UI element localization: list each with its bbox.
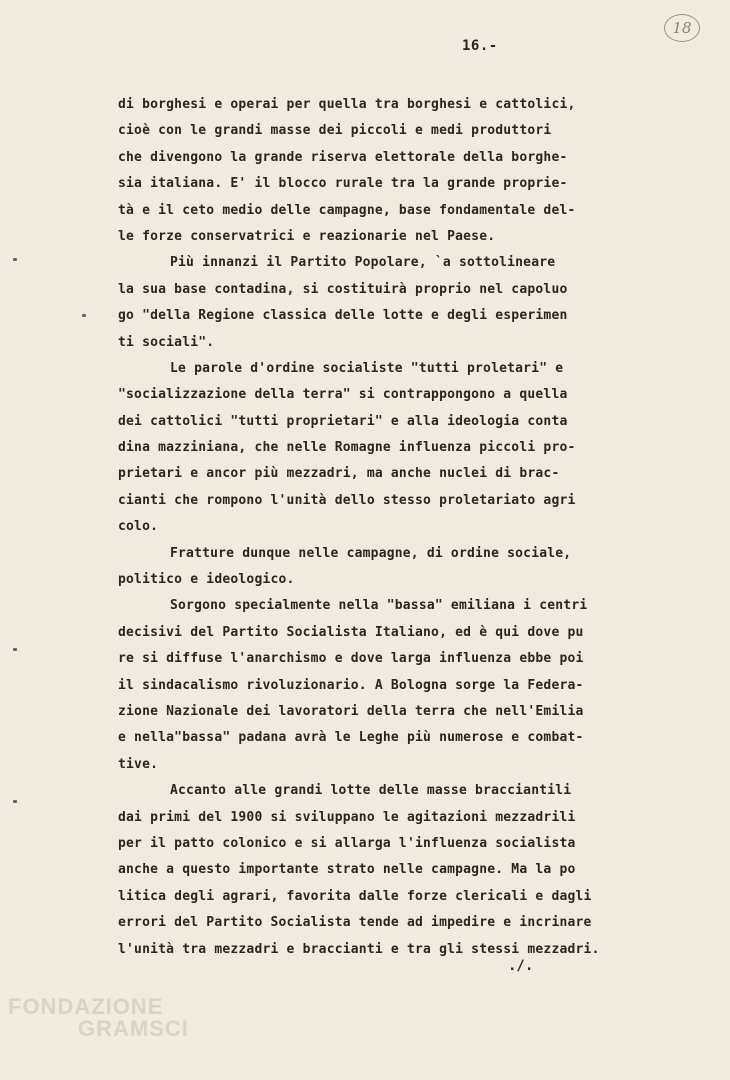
paragraph-start-line: Fratture dunque nelle campagne, di ordine sociale, [170, 545, 572, 561]
watermark-line: FONDAZIONE [8, 994, 164, 1019]
paragraph-start-line: Sorgono specialmente nella "bassa" emiliana i centri [170, 598, 588, 614]
text-line: ti sociali". [118, 334, 215, 350]
text-line: che divengono la grande riserva elettorale della borghe- [118, 149, 568, 165]
text-line: colo. [118, 519, 159, 535]
text-line: "socializzazione della terra" si contrappongono a quella [118, 387, 568, 403]
punch-hole-mark [13, 258, 17, 261]
text-line: errori del Partito Socialista tende ad impedire e incrinare [118, 915, 592, 931]
watermark-line: GRAMSCI [78, 1016, 189, 1041]
text-line: litica degli agrari, favorita dalle forze clericali e dagli [118, 888, 592, 904]
text-line: la sua base contadina, si costituirà proprio nel capoluo [118, 281, 568, 297]
archive-number-stamp [664, 14, 700, 42]
punch-hole-mark [13, 800, 17, 803]
text-line: dai primi del 1900 si sviluppano le agitazioni mezzadrili [118, 809, 576, 825]
continuation-mark: ./. [508, 958, 534, 974]
text-line: politico e ideologico. [118, 572, 295, 588]
typewritten-body [118, 92, 678, 963]
punch-hole-mark [13, 648, 17, 651]
paragraph-start-line: Le parole d'ordine socialiste "tutti proletari" e [170, 360, 564, 376]
text-line: cioè con le grandi masse dei piccoli e medi produttori [118, 123, 552, 139]
text-line: dei cattolici "tutti proprietari" e alla ideologia conta [118, 413, 568, 429]
archive-number: 18 [672, 19, 692, 37]
text-line: per il patto colonico e si allarga l'influenza socialista [118, 835, 576, 851]
paragraph-start-line: Accanto alle grandi lotte delle masse bracciantili [170, 783, 572, 799]
text-line: le forze conservatrici e reazionarie nel Paese. [118, 228, 496, 244]
text-line: tive. [118, 756, 159, 772]
text-line: l'unità tra mezzadri e braccianti e tra gli stessi mezzadri. [118, 941, 600, 957]
text-line: decisivi del Partito Socialista Italiano, ed è qui dove pu [118, 624, 584, 640]
text-line: go "della Regione classica delle lotte e degli esperimen [118, 308, 568, 324]
text-line: re si diffuse l'anarchismo e dove larga influenza ebbe poi [118, 651, 584, 667]
text-line: il sindacalismo rivoluzionario. A Bologna sorge la Federa- [118, 677, 584, 693]
punch-hole-mark [82, 314, 86, 317]
fondazione-gramsci-watermark [8, 996, 189, 1040]
text-line: prietari e ancor più mezzadri, ma anche nuclei di brac- [118, 466, 560, 482]
text-line: cianti che rompono l'unità dello stesso proletariato agri [118, 492, 576, 508]
paragraph-start-line: Più innanzi il Partito Popolare, `a sottolineare [170, 255, 556, 271]
text-line: dina mazziniana, che nelle Romagne influenza piccoli pro- [118, 440, 576, 456]
text-line: sia italiana. E' il blocco rurale tra la grande proprie- [118, 176, 568, 192]
text-line: e nella"bassa" padana avrà le Leghe più numerose e combat- [118, 730, 584, 746]
text-line: anche a questo importante strato nelle campagne. Ma la po [118, 862, 576, 878]
text-line: zione Nazionale dei lavoratori della terra che nell'Emilia [118, 703, 584, 719]
page-number: 16.- [462, 38, 498, 54]
text-line: di borghesi e operai per quella tra borghesi e cattolici, [118, 97, 576, 112]
text-line: tà e il ceto medio delle campagne, base fondamentale del- [118, 202, 576, 218]
